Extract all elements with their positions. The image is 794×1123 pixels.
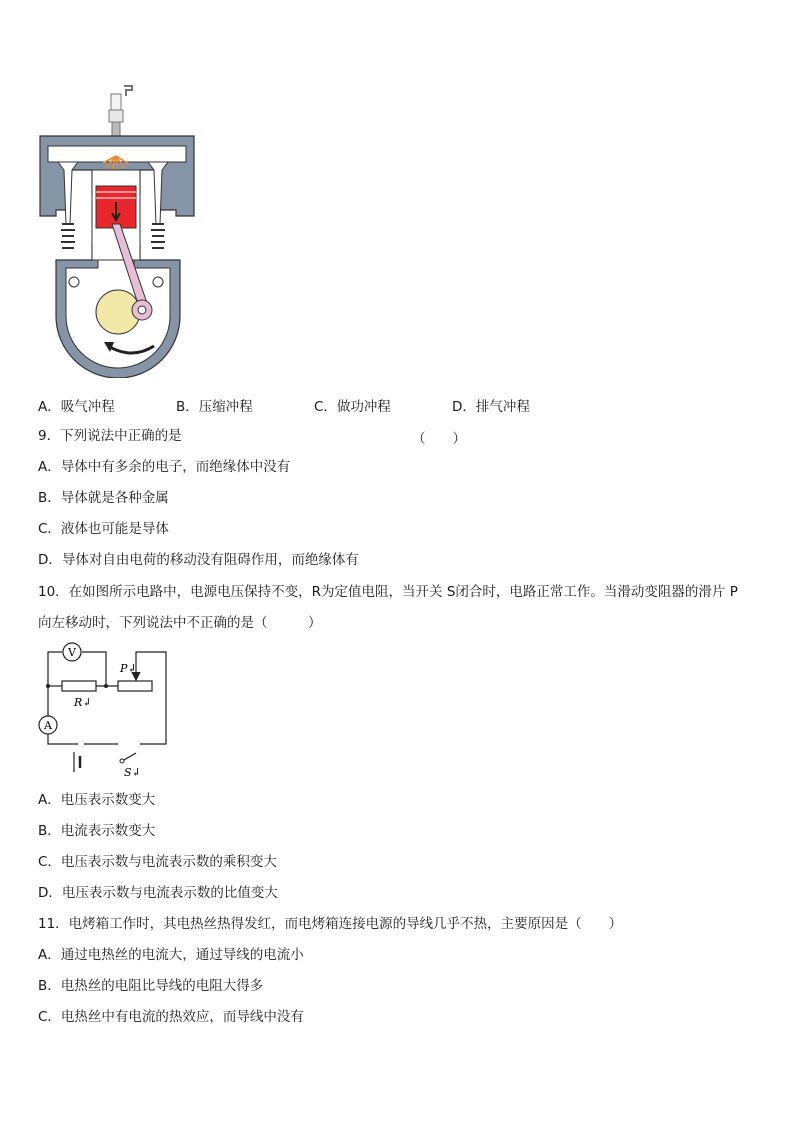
q9-option-c[interactable]: C．液体也可能是导体	[38, 521, 169, 537]
q10-stem-line1: 10．在如图所示电路中，电源电压保持不变，R为定值电阻，当开关 S闭合时，电路正常工作。当滑动变阻器的滑片 P	[38, 584, 738, 600]
piston	[96, 186, 136, 228]
q9-stem: 9．下列说法中正确的是	[38, 428, 182, 444]
circuit-diagram	[36, 642, 176, 782]
q11-stem: 11．电烤箱工作时，其电热丝热得发红，而电烤箱连接电源的导线几乎不热，主要原因是（ ）	[38, 916, 623, 932]
q9-option-d[interactable]: D．导体对自由电荷的移动没有阻碍作用，而绝缘体有	[38, 552, 359, 568]
q10-option-c[interactable]: C．电压表示数与电流表示数的乘积变大	[38, 854, 277, 870]
spark-plug	[109, 86, 132, 136]
q11-option-b[interactable]: B．电热丝的电阻比导线的电阻大得多	[38, 978, 264, 994]
rheostat	[118, 681, 152, 691]
battery	[74, 752, 80, 772]
q10-option-a[interactable]: A．电压表示数变大	[38, 792, 156, 808]
q10-stem-line2: 向左移动时，下列说法中不正确的是（ ）	[38, 615, 322, 631]
q8-option-b[interactable]: B．压缩冲程	[176, 399, 253, 415]
q8-option-d[interactable]: D．排气冲程	[452, 399, 530, 415]
q10-option-b[interactable]: B．电流表示数变大	[38, 823, 156, 839]
switch-s	[120, 753, 136, 763]
q8-options	[38, 395, 758, 413]
resistor-label: R↲	[74, 696, 92, 709]
q8-option-c[interactable]: C．做功冲程	[314, 399, 391, 415]
voltmeter-label: V	[68, 646, 76, 659]
q10-option-d[interactable]: D．电压表示数与电流表示数的比值变大	[38, 885, 278, 901]
ammeter-label: A	[44, 719, 52, 732]
switch-label: S↲	[124, 766, 141, 779]
q11-option-c[interactable]: C．电热丝中有电流的热效应，而导线中没有	[38, 1009, 304, 1025]
q9-option-b[interactable]: B．导体就是各种金属	[38, 490, 169, 506]
q9-answer-paren: （ ）	[412, 431, 466, 447]
engine-figure	[36, 84, 200, 378]
q9-option-a[interactable]: A．导体中有多余的电子，而绝缘体中没有	[38, 459, 291, 475]
q8-option-a[interactable]: A．吸气冲程	[38, 399, 115, 415]
slider-label: P↲	[120, 662, 137, 675]
q11-option-a[interactable]: A．通过电热丝的电流大，通过导线的电流小	[38, 947, 304, 963]
resistor-r	[62, 681, 96, 691]
